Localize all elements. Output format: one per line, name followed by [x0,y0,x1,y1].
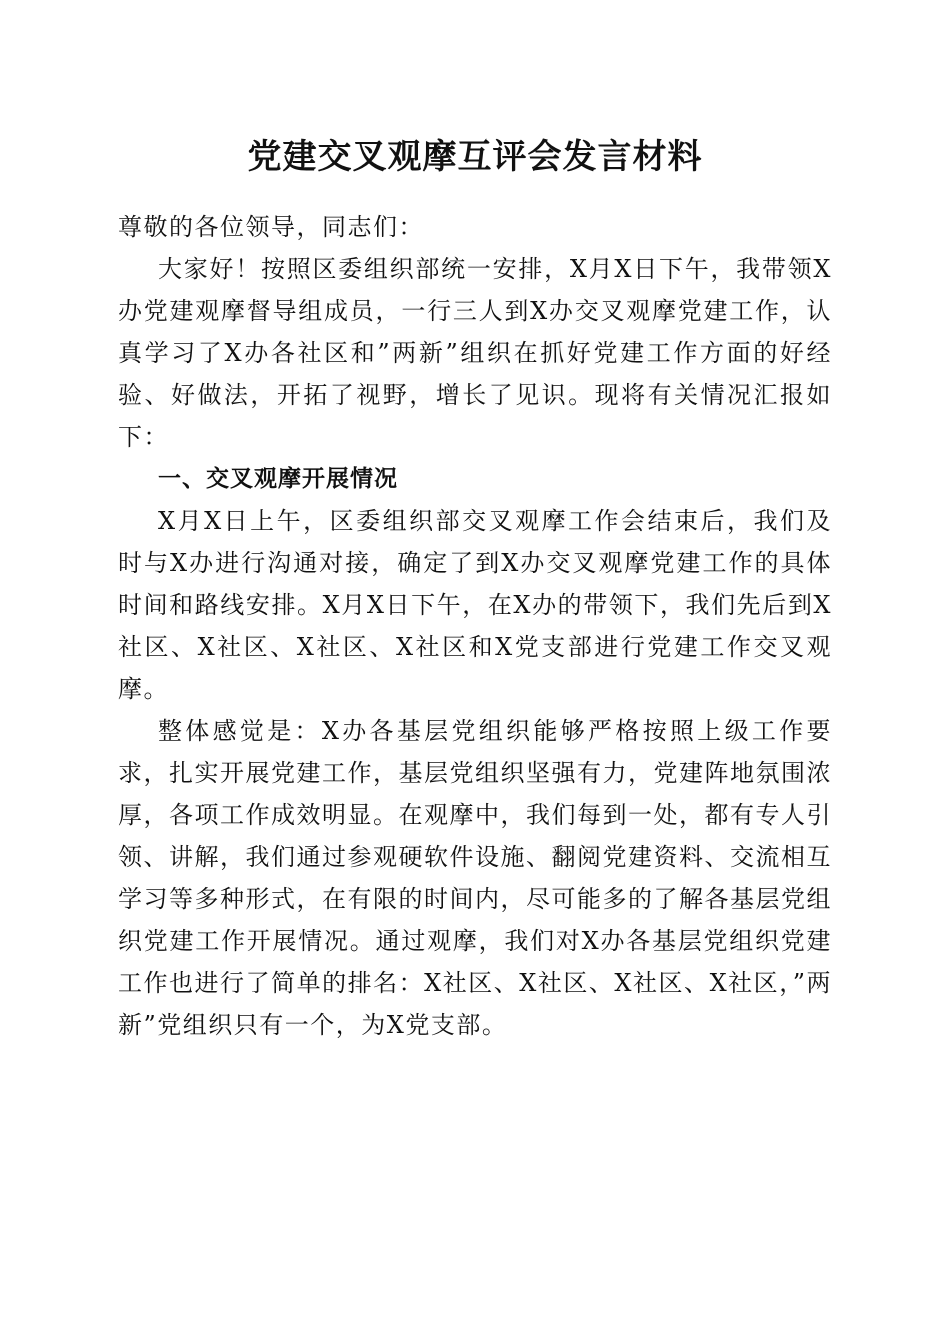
document-body [118,206,832,1046]
document-title: 党建交叉观摩互评会发言材料 [247,137,703,177]
paragraph-process: X月X日上午，区委组织部交叉观摩工作会结束后，我们及时与X办进行沟通对接，确定了到X办交叉观摩党建工作的具体时间和路线安排。X月X日下午，在X办的带领下，我们先后到X社区、X社区、X社区、X社区和X党支部进行党建工作交叉观摩。 [118,507,832,703]
paragraph-impression: 整体感觉是：X办各基层党组织能够严格按照上级工作要求，扎实开展党建工作，基层党组织坚强有力，党建阵地氛围浓厚，各项工作成效明显。在观摩中，我们每到一处，都有专人引领、讲解，我们通过参观硬软件设施、翻阅党建资料、交流相互学习等多种形式，在有限的时间内，尽可能多的了解各基层党组织党建工作开展情况。通过观摩，我们对X办各基层党组织党建工作也进行了简单的排名：X社区、X社区、X社区、X社区，”两新”党组织只有一个，为X党支部。 [118,717,832,1039]
paragraph-intro: 大家好！按照区委组织部统一安排，X月X日下午，我带领X办党建观摩督导组成员，一行三人到X办交叉观摩党建工作，认真学习了X办各社区和”两新”组织在抓好党建工作方面的好经验、好做法，开拓了视野，增长了见识。现将有关情况汇报如下： [118,255,832,451]
salutation: 尊敬的各位领导，同志们： [118,213,424,241]
section-heading: 一、交叉观摩开展情况 [158,466,398,492]
